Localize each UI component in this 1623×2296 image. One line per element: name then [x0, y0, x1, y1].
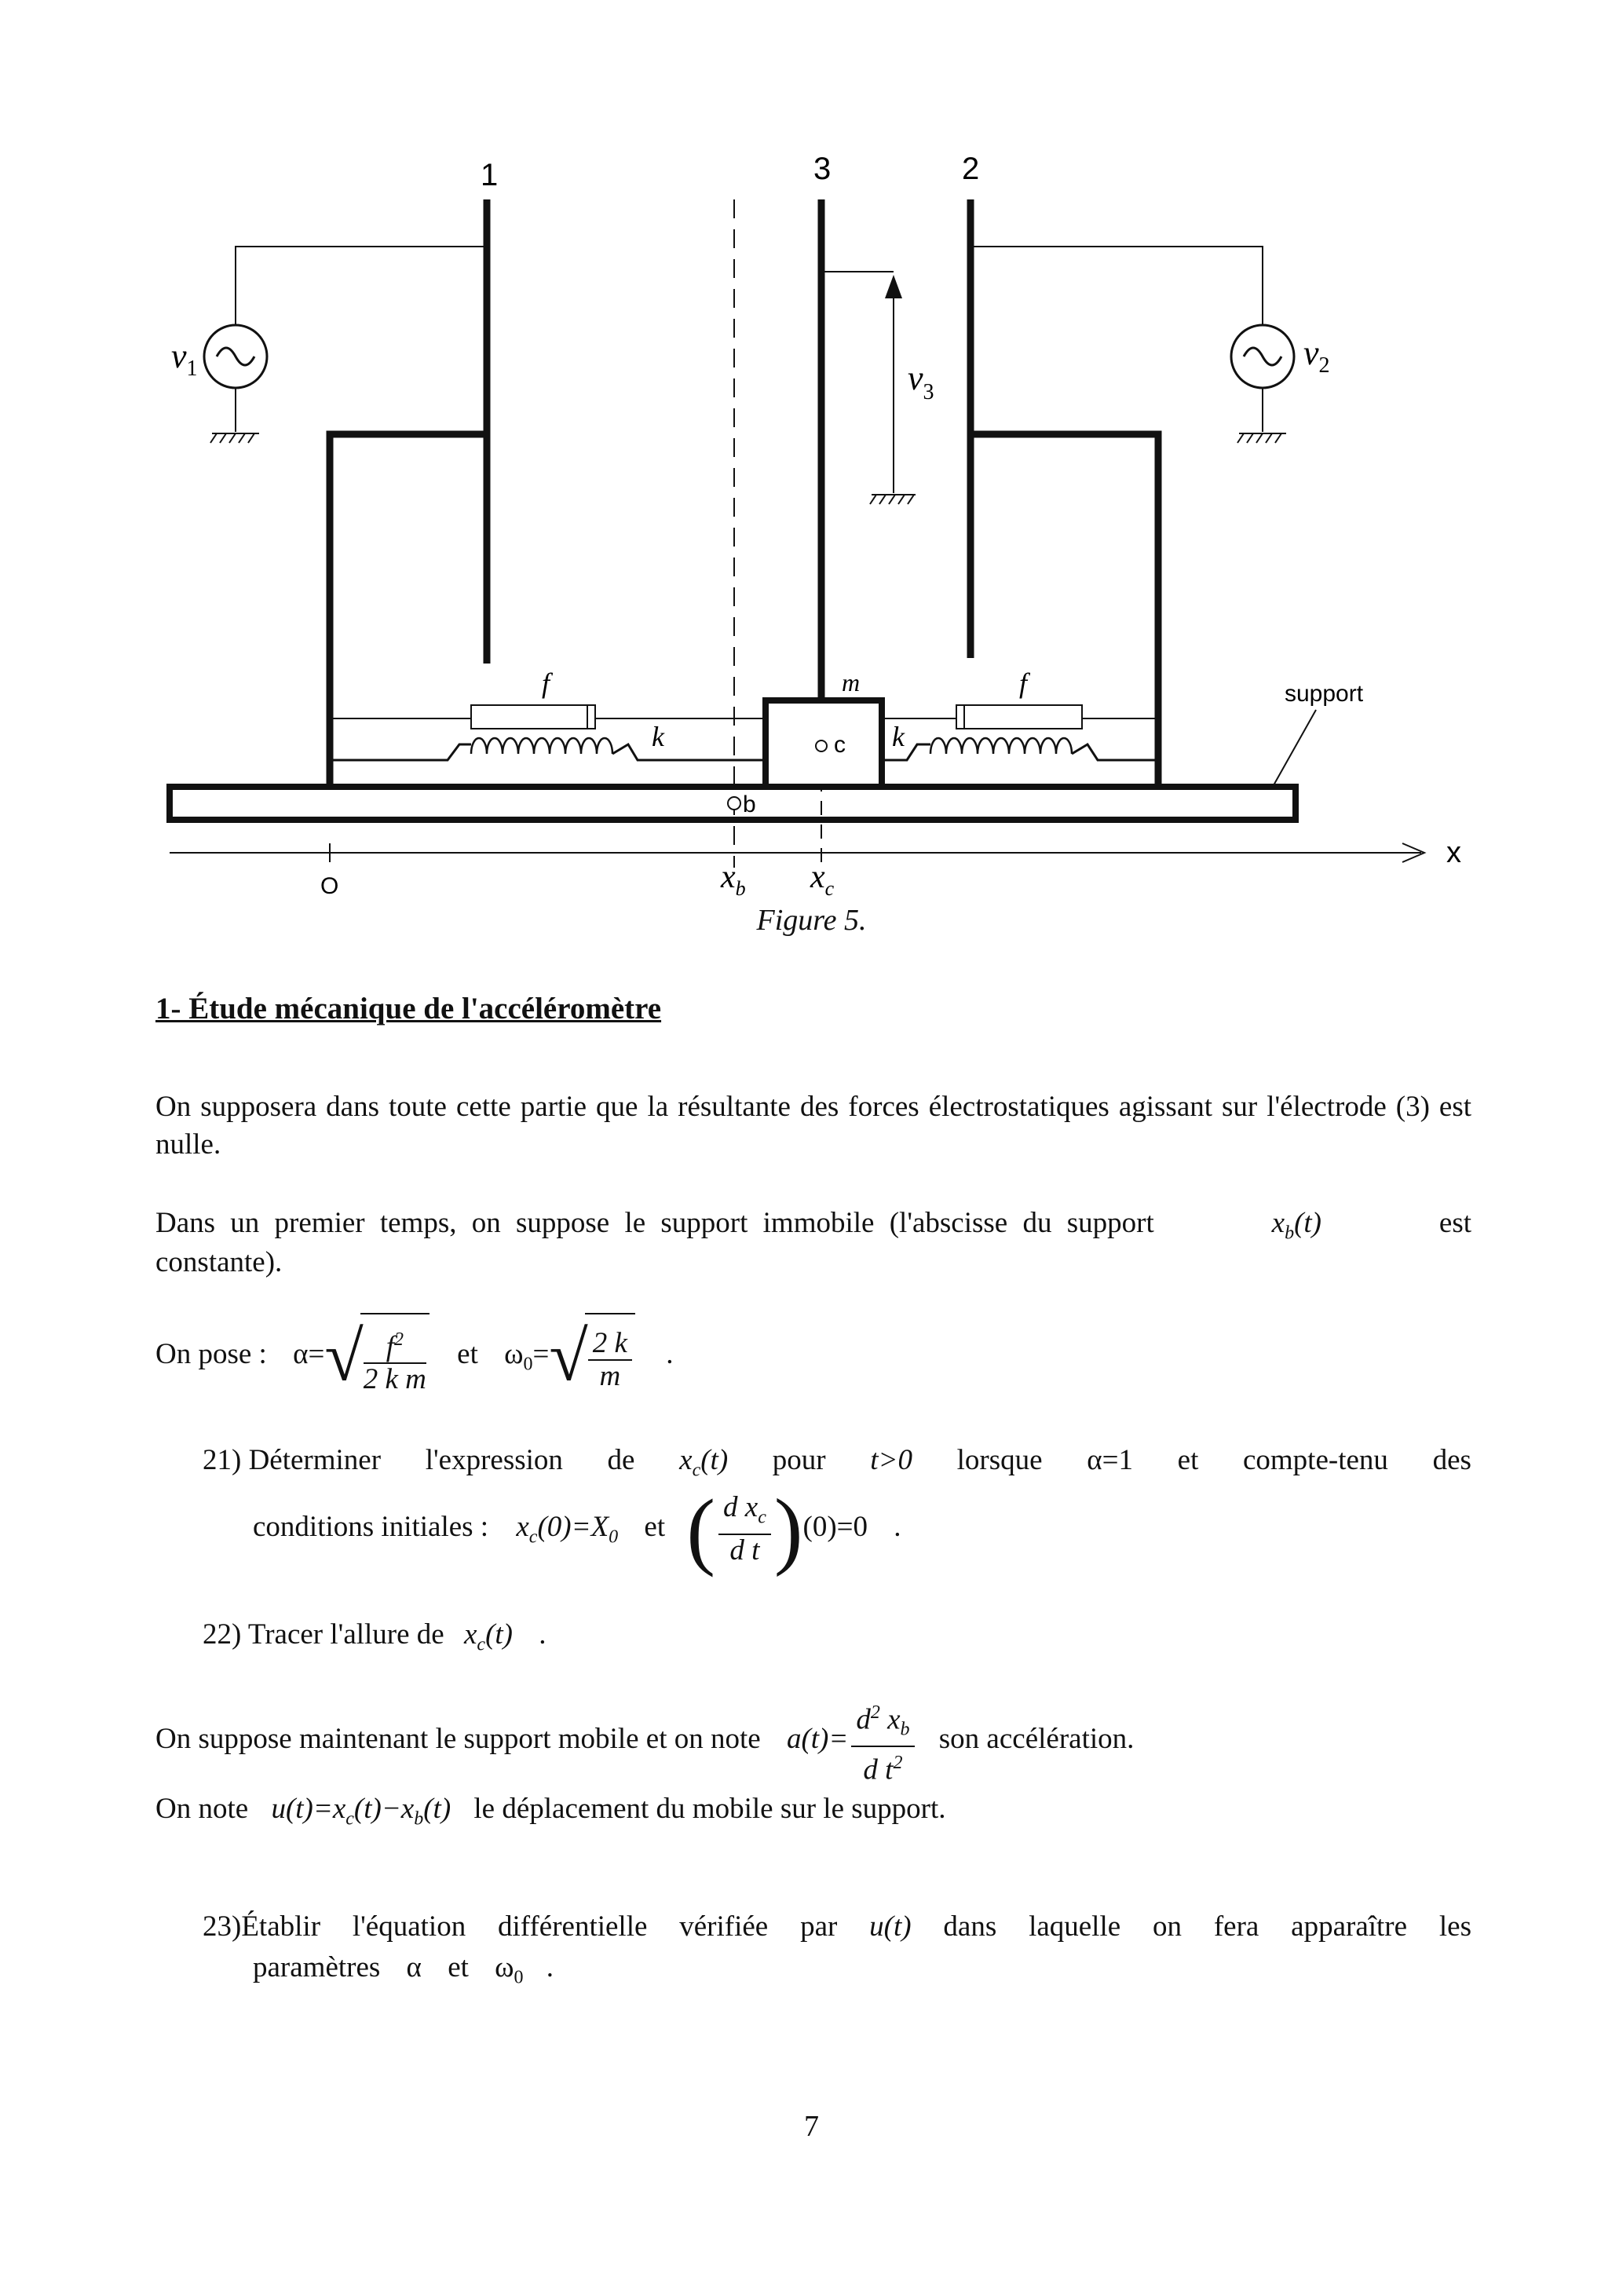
- q21-w3: de: [607, 1444, 635, 1476]
- q21-num-word: 21) Déterminer: [203, 1444, 382, 1476]
- support-pointer: [1274, 710, 1316, 785]
- radical-2: √: [549, 1318, 588, 1396]
- q23-num-word: 23)Établir: [203, 1910, 321, 1943]
- spring-left-label: k: [652, 721, 664, 752]
- q23-omega: $\omega_0$: [495, 1951, 524, 1988]
- electrode-1-label: 1: [481, 158, 499, 192]
- 2km: 2 k m: [363, 1363, 426, 1396]
- question-22: [203, 1616, 546, 1663]
- paragraph-displacement: [155, 1790, 946, 1837]
- q21-w6: et: [1177, 1444, 1199, 1476]
- q22-xc: $x_c(t)$: [463, 1618, 514, 1655]
- q23-w9: fera: [1213, 1910, 1259, 1943]
- v1-ground-icon: [210, 433, 259, 443]
- radical-1: √: [324, 1318, 364, 1396]
- paragraph-support-immobile: [155, 1205, 1471, 1252]
- origin-label: O: [320, 873, 339, 899]
- para4-before: On note: [155, 1793, 249, 1825]
- sqrt-omega: [549, 1312, 635, 1402]
- equals-2: =: [532, 1338, 550, 1370]
- rparen: ): [773, 1481, 803, 1578]
- xb-of-t: $x_b(t)$: [1271, 1207, 1321, 1244]
- d2xb-dt2: [851, 1697, 914, 1786]
- q23-w8: on: [1153, 1910, 1182, 1943]
- under-1: [360, 1313, 430, 1401]
- a-of-t: a(t)=: [786, 1723, 849, 1755]
- question-23: [203, 1908, 1471, 1946]
- v2-wire: [971, 247, 1263, 325]
- sqrt-alpha: [324, 1312, 430, 1402]
- question-21-line2: [253, 1481, 901, 1580]
- pose-label: On pose :: [155, 1338, 267, 1370]
- electrode-2-frame: [971, 434, 1158, 787]
- m-den: m: [599, 1359, 621, 1392]
- q23-alpha: α: [406, 1951, 422, 1983]
- q23-w3: différentielle: [498, 1910, 648, 1943]
- q21-w4: pour: [772, 1444, 826, 1476]
- v1-wire: [236, 247, 487, 325]
- q21-w7: compte-tenu: [1242, 1444, 1388, 1476]
- figure-caption: Figure 5.: [756, 904, 867, 937]
- xc-label: $x_c$: [810, 859, 835, 900]
- q21-w2: l'expression: [425, 1444, 563, 1476]
- alpha-frac: [364, 1324, 426, 1395]
- question-23-line2: [253, 1949, 554, 1996]
- q21-alpha-cond: α=1: [1087, 1444, 1133, 1476]
- q23-u: u(t): [869, 1910, 912, 1943]
- q23-et: et: [448, 1951, 469, 1983]
- q21-et: et: [644, 1511, 666, 1543]
- omega0-symbol: $\omega_0$: [504, 1338, 533, 1375]
- q21-w8: des: [1432, 1444, 1471, 1476]
- right-spring-wire-2: [1072, 744, 1155, 760]
- left-spring-wire: [333, 744, 471, 760]
- v2-ground-icon: [1237, 433, 1286, 443]
- spring-right-label: k: [892, 721, 905, 752]
- right-spring-wire: [882, 744, 930, 760]
- dxc: d $x_c$: [718, 1492, 771, 1534]
- electrode-3-label: 3: [813, 152, 832, 186]
- q23-w6: dans: [943, 1910, 997, 1943]
- q21-w5: lorsque: [956, 1444, 1043, 1476]
- f2: $f^2$: [364, 1324, 426, 1364]
- pose-dot: .: [666, 1338, 674, 1370]
- left-damper-box: [471, 705, 595, 729]
- q23-dot: .: [546, 1951, 554, 1983]
- q21-t-cond: t>0: [870, 1444, 913, 1476]
- paragraph-acceleration: [155, 1696, 1134, 1786]
- equals-1: =: [308, 1338, 325, 1370]
- xb-sub: b: [1285, 1223, 1295, 1244]
- point-b-label: b: [743, 792, 756, 817]
- under-2: [585, 1313, 635, 1401]
- mass-label: m: [842, 668, 861, 696]
- alpha-symbol: α: [293, 1338, 309, 1370]
- point-b-marker: [728, 797, 740, 810]
- page-number: 7: [804, 2110, 819, 2143]
- dt2: d $t^2$: [863, 1752, 903, 1786]
- electrode-2-label: 2: [962, 152, 980, 186]
- support-label: support: [1285, 681, 1364, 707]
- q23-w10: apparaître: [1291, 1910, 1408, 1943]
- v3-ground-icon: [870, 495, 916, 504]
- 2k: 2 k: [588, 1328, 632, 1361]
- dxc-dt: [718, 1492, 771, 1566]
- v3-label: $v_3$: [908, 359, 934, 404]
- pose-et: et: [457, 1338, 478, 1370]
- q23-w7: laquelle: [1029, 1910, 1121, 1943]
- para3-after: son accélération.: [938, 1723, 1135, 1755]
- dt: d t: [729, 1534, 760, 1567]
- q22-num: 22): [203, 1618, 242, 1651]
- x-axis-label: x: [1446, 836, 1461, 869]
- q21-xc0: $x_c(0)=X_0$: [516, 1511, 619, 1548]
- v1-label: $v_1$: [171, 337, 198, 381]
- para2-after: est: [1438, 1207, 1471, 1239]
- q21-zero: (0)=0: [802, 1511, 868, 1543]
- left-spring-coils: [471, 738, 612, 754]
- v3-arrow-head: [885, 275, 902, 298]
- paragraph-electrostatic: On supposera dans toute cette partie que la résultante des forces électrostatiques agissant sur l'électrode (3) est nulle.: [155, 1091, 1471, 1161]
- q21-dot: .: [894, 1511, 901, 1543]
- u-def: $u(t)=x_c(t)-x_b(t)$: [271, 1793, 451, 1830]
- q21-line2: conditions initiales :: [253, 1511, 489, 1543]
- para4-after: le déplacement du mobile sur le support.: [473, 1793, 946, 1825]
- damper-left-label: f: [542, 667, 550, 699]
- pose-line: [155, 1311, 673, 1407]
- q23-w5: par: [800, 1910, 838, 1943]
- q23-w11: les: [1438, 1910, 1471, 1943]
- question-21: [203, 1442, 1471, 1489]
- para2-line2: constante).: [155, 1246, 283, 1278]
- point-c-label: c: [834, 732, 846, 758]
- q21-xc: $x_c(t)$: [679, 1444, 729, 1481]
- point-c-marker: [816, 740, 827, 751]
- electrode-1-frame: [330, 434, 487, 787]
- left-spring-wire-2: [612, 744, 766, 760]
- para3-before: On suppose maintenant le support mobile et on note: [155, 1723, 761, 1755]
- q22-text: Tracer l'allure de: [247, 1618, 444, 1651]
- damper-right-label: f: [1019, 667, 1028, 699]
- right-damper-box: [956, 705, 1082, 729]
- q23-w4: vérifiée: [679, 1910, 769, 1943]
- right-spring-coils: [930, 738, 1072, 754]
- q23-w2: l'équation: [352, 1910, 466, 1943]
- accelerometer-diagram: [0, 0, 1623, 942]
- section-title: 1- Étude mécanique de l'accéléromètre: [155, 992, 662, 1026]
- para2-before: Dans un premier temps, on suppose le support immobile (l'abscisse du support: [155, 1207, 1154, 1239]
- v2-label: $v_2$: [1303, 334, 1330, 378]
- q22-dot: .: [539, 1618, 546, 1651]
- xb-label: $x_b$: [721, 859, 746, 900]
- q23-line2: paramètres: [253, 1951, 381, 1983]
- lparen: (: [686, 1481, 716, 1578]
- omega-frac: [588, 1328, 632, 1392]
- d2xb: $d^2$ $x_b$: [851, 1697, 914, 1747]
